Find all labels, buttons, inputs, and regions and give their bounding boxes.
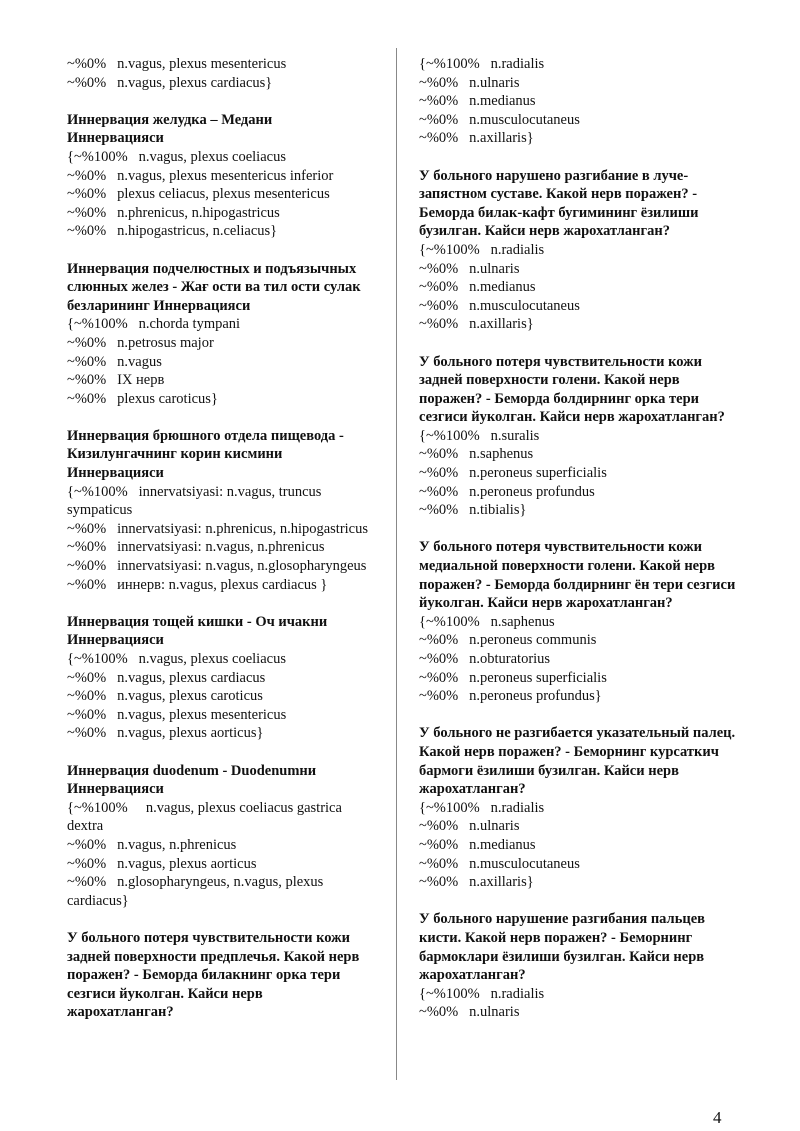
answer-option: ~%0% n.medianus	[419, 93, 536, 110]
page-number: 4	[713, 1108, 722, 1127]
answer-option: ~%0% n.vagus, plexus cardiacus	[67, 669, 266, 686]
answer-option: {~%100% n.radialis	[419, 985, 545, 1002]
question-text: У больного потеря чувствительности кожи медиальной поверхности голени. Какой нерв поражен? - Беморда болдирнинг ён тери сезгиси йуколган. Кайси нерв жарохатланган?	[419, 539, 736, 612]
answer-option: ~%0% plexus caroticus}	[67, 390, 218, 407]
answer-option: ~%0% n.peroneus profundus}	[419, 688, 602, 705]
question-text: Иннервация duodenum - Duodenumни Иннервацияси	[67, 762, 317, 798]
answer-option: ~%0% n.petrosus major	[67, 334, 214, 351]
answer-option: ~%0% n.vagus, plexus mesentericus	[67, 706, 287, 723]
answer-option: ~%0% n.ulnaris	[419, 1004, 520, 1021]
question-block	[67, 427, 372, 594]
answer-option: ~%0% n.musculocutaneus	[419, 111, 580, 128]
question-block	[67, 260, 372, 409]
answer-option: ~%0% n.axillaris}	[419, 316, 534, 333]
answer-option: ~%0% n.vagus, plexus mesentericus inferior	[67, 167, 334, 184]
answer-option: ~%0% n.medianus	[419, 279, 536, 296]
column-divider	[396, 48, 397, 1080]
answer-option: ~%0% n.vagus, plexus cardiacus}	[67, 74, 273, 91]
answer-option: ~%0% n.musculocutaneus	[419, 297, 580, 314]
answer-option: ~%0% n.vagus, plexus aorticus	[67, 855, 257, 872]
question-text: У больного не разгибается указательный палец. Какой нерв поражен? - Беморнинг курсаткич бармоги ёзилиши бузилган. Кайси нерв жарохатланган?	[419, 725, 736, 798]
answer-option: {~%100% n.chorda tympani	[67, 316, 241, 333]
question-text: Иннервация тощей кишки - Оч ичакни Иннервацияси	[67, 613, 328, 649]
question-text: У больного потеря чувствительности кожи задней поверхности предплечья. Какой нерв поражен? - Беморда билакнинг орка тери сезгиси йуколган. Кайси нерв жарохатланган?	[67, 929, 360, 1021]
answer-option: {~%100% n.vagus, plexus coeliacus gastrica dextra	[67, 799, 346, 835]
question-text: У больного нарушение разгибания пальцев кисти. Какой нерв поражен? - Беморнинг бармоклари ёзилиши бузилган. Кайси нерв жарохатланган?	[419, 911, 705, 984]
question-text: У больного нарушено разгибание в луче-запястном суставе. Какой нерв поражен? - Беморда билак-кафт бугимининг ёзилиши бузилган. Кайси нерв жарохатланган?	[419, 167, 699, 240]
answer-option: ~%0% n.peroneus profundus	[419, 483, 595, 500]
question-block	[67, 111, 372, 241]
question-block	[67, 613, 372, 743]
answer-option: ~%0% n.vagus, plexus aorticus}	[67, 725, 264, 742]
answer-option: ~%0% innervatsiyasi: n.phrenicus, n.hipogastricus	[67, 520, 369, 537]
answer-option: ~%0% n.vagus, plexus caroticus	[67, 688, 263, 705]
answer-option: {~%100% innervatsiyasi: n.vagus, truncus sympaticus	[67, 483, 326, 519]
question-block	[67, 55, 372, 92]
answer-option: ~%0% n.glosopharyngeus, n.vagus, plexus cardiacus}	[67, 874, 327, 909]
answer-option: ~%0% n.axillaris}	[419, 874, 534, 891]
answer-option: ~%0% n.peroneus superficialis	[419, 669, 607, 686]
answer-option: {~%100% n.saphenus	[419, 613, 555, 630]
answer-option: ~%0% n.saphenus	[419, 446, 534, 463]
answer-option: {~%100% n.suralis	[419, 427, 540, 444]
answer-option: ~%0% n.medianus	[419, 836, 536, 853]
question-block	[419, 167, 739, 334]
question-block	[419, 724, 739, 891]
answer-option: {~%100% n.radialis	[419, 56, 545, 72]
question-block	[67, 762, 372, 911]
answer-option: ~%0% n.obturatorius	[419, 651, 551, 667]
answer-option: ~%0% n.tibialis}	[419, 502, 527, 519]
right-column	[419, 55, 739, 1040]
answer-option: ~%0% n.ulnaris	[419, 260, 520, 277]
answer-option: ~%0% n.vagus, plexus mesentericus	[67, 56, 287, 72]
answer-option: {~%100% n.vagus, plexus coeliacus	[67, 651, 286, 667]
answer-option: ~%0% innervatsiyasi: n.vagus, n.glosopharyngeus	[67, 558, 367, 575]
answer-option: ~%0% n.vagus	[67, 353, 162, 370]
question-block	[419, 55, 739, 148]
answer-option: ~%0% n.hipogastricus, n.celiacus}	[67, 223, 278, 240]
answer-option: {~%100% n.radialis	[419, 799, 545, 816]
answer-option: ~%0% n.ulnaris	[419, 818, 520, 835]
question-text: Иннервация подчелюстных и подъязычных слюнных желез - Жағ ости ва тил ости сулак безларининг Иннервацияси	[67, 260, 361, 314]
answer-option: ~%0% innervatsiyasi: n.vagus, n.phrenicus	[67, 539, 325, 556]
answer-option: ~%0% IX нерв	[67, 372, 165, 389]
answer-option: {~%100% n.radialis	[419, 241, 545, 258]
answer-option: ~%0% иннерв: n.vagus, plexus cardiacus }	[67, 576, 328, 593]
answer-option: ~%0% n.peroneus communis	[419, 632, 597, 649]
question-block	[419, 910, 739, 1022]
answer-option: ~%0% n.phrenicus, n.hipogastricus	[67, 204, 280, 221]
answer-option: ~%0% n.axillaris}	[419, 130, 534, 147]
question-block	[419, 353, 739, 520]
question-text: Иннервация желудка – Медани Иннервацияси	[67, 111, 273, 147]
left-column	[67, 55, 372, 1040]
answer-option: ~%0% n.musculocutaneus	[419, 855, 580, 872]
answer-option: ~%0% n.vagus, n.phrenicus	[67, 836, 237, 853]
question-block	[67, 929, 372, 1022]
question-text: Иннервация брюшного отдела пищевода - Кизилунгачнинг корин кисмини Иннервацияси	[67, 427, 344, 482]
answer-option: ~%0% plexus celiacus, plexus mesentericus	[67, 186, 330, 203]
question-text: У больного потеря чувствительности кожи задней поверхности голени. Какой нерв поражен? - Беморда болдирнинг орка тери сезгиси йуколган. Кайси нерв жарохатланган?	[419, 353, 725, 426]
question-block	[419, 538, 739, 705]
answer-option: ~%0% n.peroneus superficialis	[419, 465, 607, 482]
answer-option: ~%0% n.ulnaris	[419, 74, 520, 91]
answer-option: {~%100% n.vagus, plexus coeliacus	[67, 148, 286, 165]
